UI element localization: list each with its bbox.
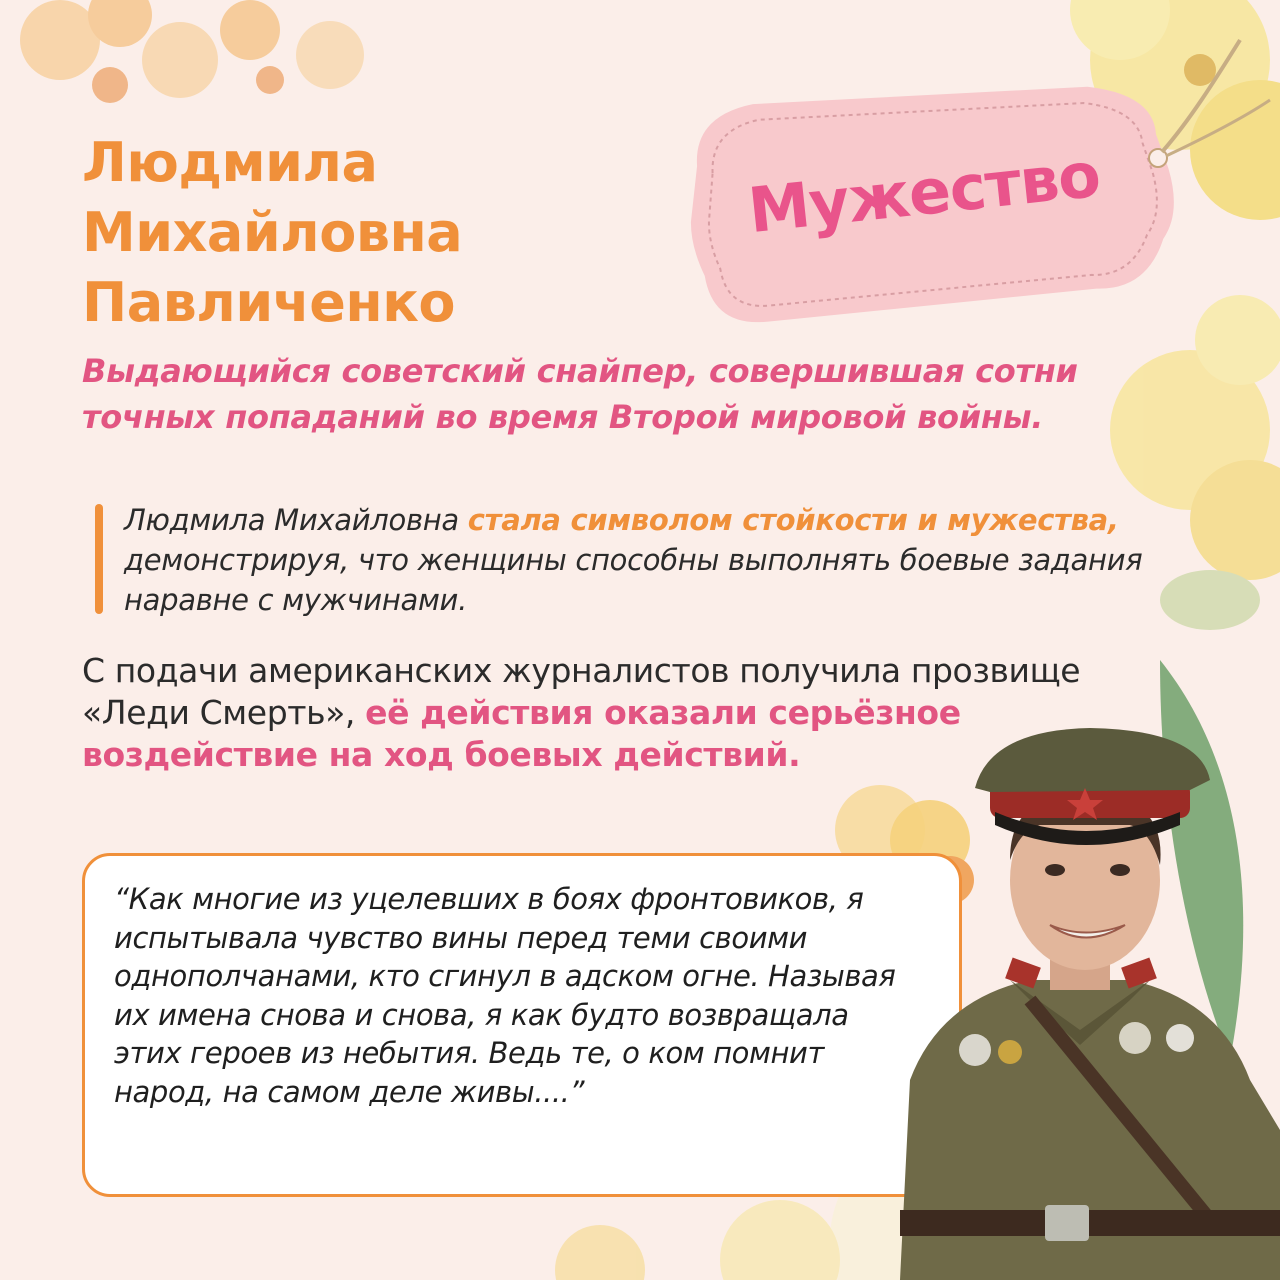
page-title: [82, 128, 462, 338]
note-paragraph: [124, 500, 1184, 620]
note-text-start: Людмила Михайловна: [124, 503, 468, 537]
flower-decoration-top-left: [20, 0, 364, 103]
tag-label: Мужество: [744, 137, 1104, 248]
body-highlight: её действия оказали серьёзное воздействие на ход боевых действий.: [82, 693, 961, 774]
note-highlight: стала символом стойкости и мужества,: [467, 503, 1119, 537]
note-accent-bar: [95, 504, 103, 614]
note-text-end: демонстрируя, что женщины способны выполнять боевые задания наравне с мужчинами.: [124, 543, 1143, 617]
title-line-1: Людмила: [82, 131, 378, 194]
tag-badge: [676, 86, 1176, 336]
title-line-2: Михайловна: [82, 201, 463, 264]
portrait-image: [880, 700, 1280, 1280]
title-line-3: Павличенко: [82, 271, 455, 334]
subtitle: Выдающийся советский снайпер, совершившая сотни точных попаданий во время Второй мировой войны.: [82, 352, 1078, 436]
body-text-start: С подачи американских журналистов получила прозвище «Леди Смерть»,: [82, 651, 1081, 732]
quote-text: “Как многие из уцелевших в боях фронтовиков, я испытывала чувство вины перед теми своими однополчанами, кто сгинул в адском огне. Называя их имена снова и снова, я как будто возвращала этих героев из небытия. Ведь те, о ком помнит народ, на самом деле живы....”: [114, 882, 896, 1109]
